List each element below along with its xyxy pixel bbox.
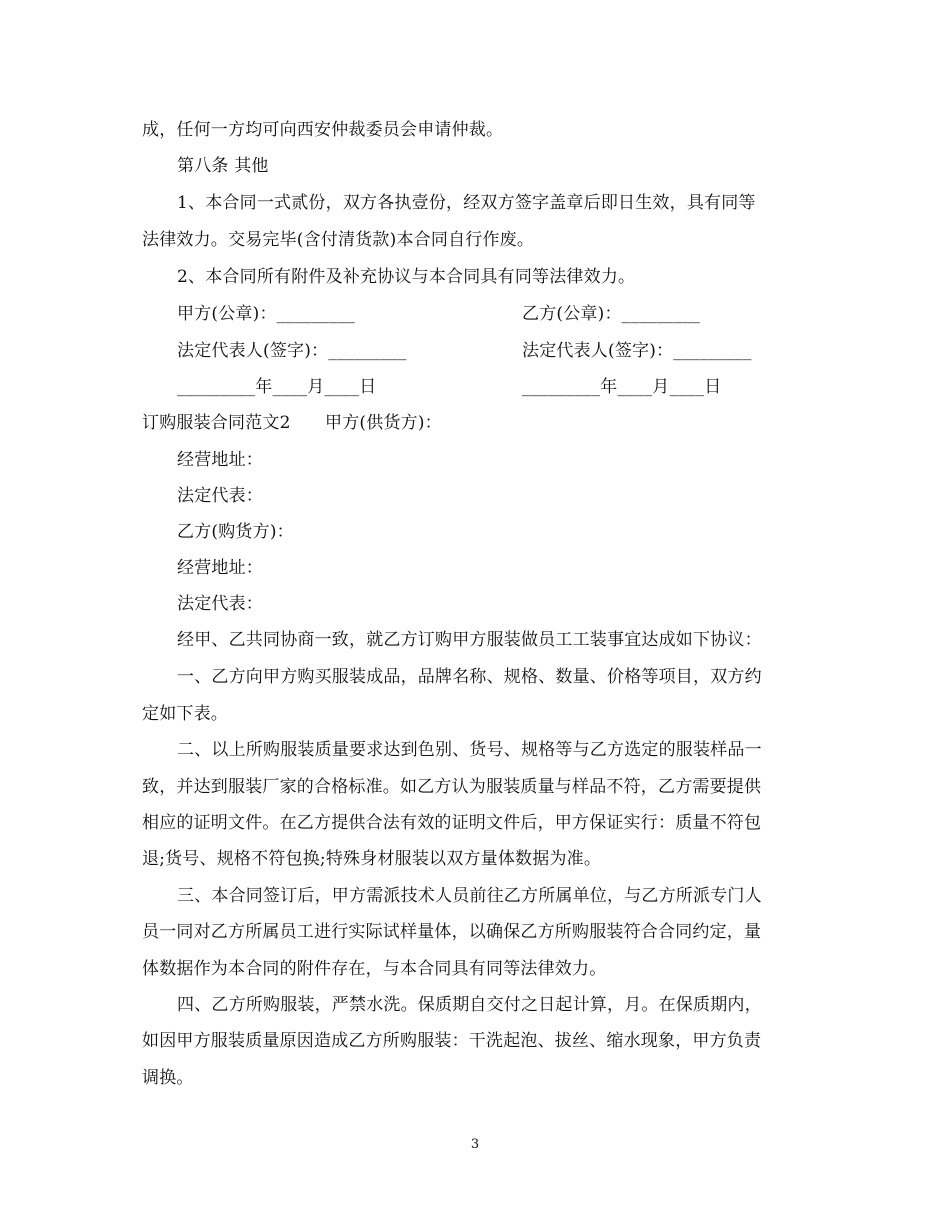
paragraph-line: 员一同对乙方所属员工进行实际试样量体，以确保乙方所购服装符合合同约定，量: [142, 922, 762, 942]
page-number: 3: [470, 1137, 480, 1152]
paragraph-line: 致，并达到服装厂家的合格标准。如乙方认为服装质量与样品不符，乙方需要提供: [142, 777, 762, 797]
field-label: 乙方(购货方)：: [177, 522, 294, 542]
field-label: 经营地址：: [177, 450, 263, 470]
paragraph-line: 法律效力。交易完毕(含付清货款)本合同自行作废。: [142, 230, 535, 250]
field-label: 法定代表：: [177, 486, 263, 506]
contract-title-line: 订购服装合同范文2 甲方(供货方)：: [142, 413, 442, 433]
paragraph-line: 经甲、乙共同协商一致，就乙方订购甲方服装做员工工装事宜达成如下协议：: [177, 630, 762, 650]
party-b-date-line: _________年____月____日: [522, 377, 722, 397]
field-label: 经营地址：: [177, 558, 263, 578]
paragraph-line: 2、本合同所有附件及补充协议与本合同具有同等法律效力。: [177, 267, 636, 287]
paragraph-line: 一、乙方向甲方购买服装成品，品牌名称、规格、数量、价格等项目，双方约: [177, 667, 762, 687]
paragraph-line: 三、本合同签订后，甲方需派技术人员前往乙方所属单位，与乙方所派专门人: [177, 886, 762, 906]
paragraph-line: 1、本合同一式贰份，双方各执壹份，经双方签字盖章后即日生效，具有同等: [177, 193, 756, 213]
paragraph-line: 体数据作为本合同的附件存在，与本合同具有同等法律效力。: [142, 959, 607, 979]
party-a-seal-line: 甲方(公章)：_________: [177, 304, 355, 324]
paragraph-line: 相应的证明文件。在乙方提供合法有效的证明文件后，甲方保证实行：质量不符包: [142, 813, 762, 833]
party-a-date-line: _________年____月____日: [177, 377, 377, 397]
paragraph-line: 定如下表。: [142, 704, 228, 724]
party-b-rep-line: 法定代表人(签字)：_________: [522, 341, 752, 361]
paragraph-line: 四、乙方所购服装，严禁水洗。保质期自交付之日起计算，月。在保质期内，: [177, 995, 762, 1015]
paragraph-line: 二、以上所购服装质量要求达到色别、货号、规格等与乙方选定的服装样品一: [177, 740, 762, 760]
section-heading: 第八条 其他: [177, 156, 269, 176]
paragraph-line: 如因甲方服装质量原因造成乙方所购服装：干洗起泡、拔丝、缩水现象，甲方负责: [142, 1031, 762, 1051]
paragraph-line: 成，任何一方均可向西安仲裁委员会申请仲裁。: [142, 120, 504, 140]
party-a-rep-line: 法定代表人(签字)：_________: [177, 341, 407, 361]
party-b-seal-line: 乙方(公章)：_________: [522, 304, 700, 324]
paragraph-line: 退;货号、规格不符包换;特殊身材服装以双方量体数据为准。: [142, 849, 602, 869]
field-label: 法定代表：: [177, 594, 263, 614]
paragraph-line: 调换。: [142, 1068, 194, 1088]
